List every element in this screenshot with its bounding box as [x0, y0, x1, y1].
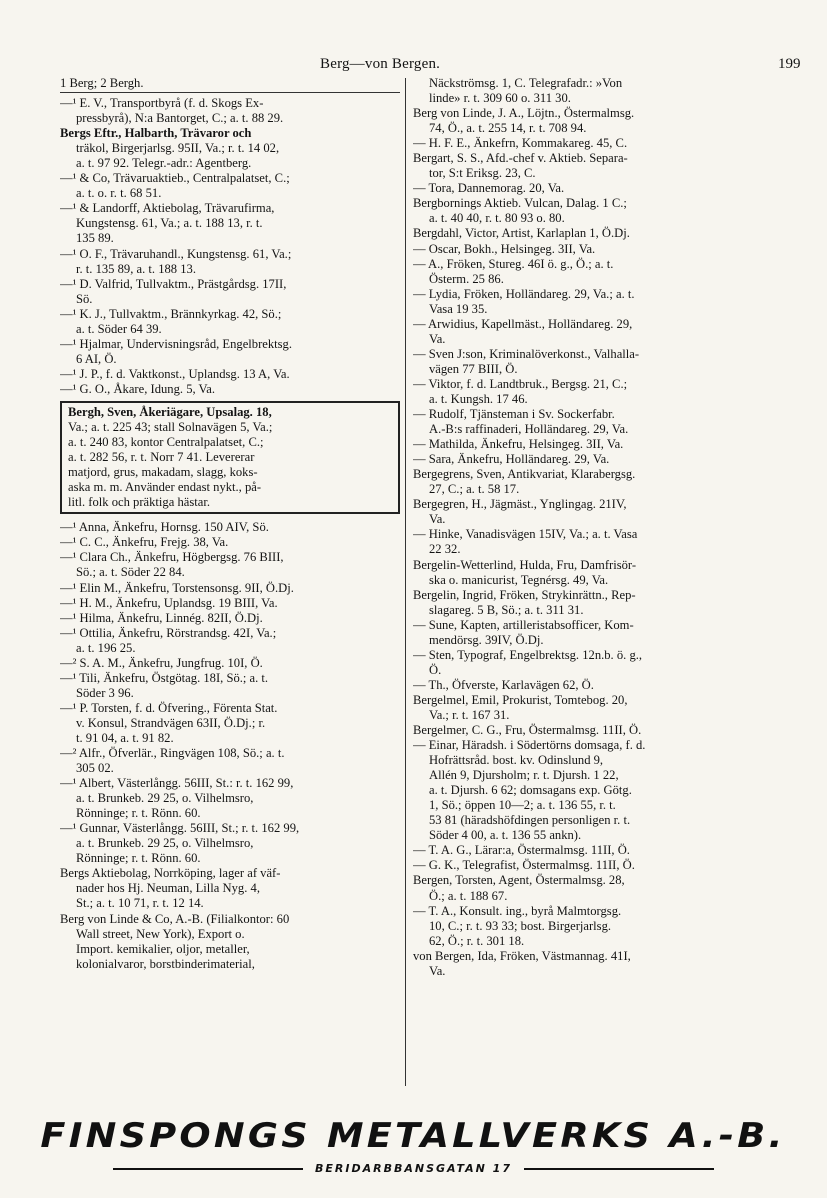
directory-line: Näckströmsg. 1, C. Telegrafadr.: »Von [429, 76, 623, 90]
directory-line: Kungstensg. 61, Va.; a. t. 188 13, r. t. [76, 216, 263, 231]
directory-line: pressbyrå), N:a Bantorget, C.; a. t. 88 29. [76, 111, 284, 126]
advert-address: BERIDARBBANSGATAN 17 [315, 1162, 512, 1175]
directory-line: 27, C.; a. t. 58 17. [429, 482, 520, 497]
directory-line: aska m. m. Använder endast nykt., på- [68, 480, 262, 495]
directory-line: a. t. 40 40, r. t. 80 93 o. 80. [429, 211, 565, 226]
directory-line: a. t. Brunkeb. 29 25, o. Vilhelmsro, [76, 836, 254, 851]
directory-line: 135 89. [76, 231, 114, 246]
right-column [413, 76, 781, 979]
directory-line: Va. [429, 512, 446, 527]
directory-line: —² S. A. M., Änkefru, Jungfrug. 10I, Ö. [60, 655, 263, 670]
left-column [60, 76, 400, 972]
directory-line: slagareg. 5 B, Sö.; a. t. 311 31. [429, 602, 584, 617]
directory-line: Bergegrens, Sven, Antikvariat, Klarabergsg. [413, 467, 636, 482]
directory-line: a. t. Djursh. 6 62; domsagans exp. Götg. [429, 783, 632, 798]
advert-address-row [0, 1162, 827, 1175]
directory-line: —¹ Elin M., Änkefru, Torstensonsg. 9II, Ö.Dj. [60, 580, 294, 595]
directory-line: a. t. Söder 64 39. [76, 321, 162, 336]
directory-line: träkol, Birgerjarlsg. 95II, Va.; r. t. 14 02, [76, 141, 280, 156]
directory-line: 74, Ö., a. t. 255 14, r. t. 708 94. [429, 121, 587, 136]
directory-line: — Sven J:son, Kriminalöverkonst., Valhalla- [413, 346, 640, 361]
directory-line: — Viktor, f. d. Landtbruk., Bergsg. 21, C.; [413, 376, 628, 391]
directory-line: r. t. 135 89, a. t. 188 13. [76, 261, 196, 276]
directory-line: kolonialvaror, borstbinderimaterial, [76, 956, 255, 971]
advert-rule-right [524, 1168, 714, 1170]
directory-line: — Arwidius, Kapellmäst., Holländareg. 29, [413, 316, 633, 331]
directory-line: 1, Sö.; öppen 10—2; a. t. 136 55, r. t. [429, 798, 616, 813]
directory-line: — T. A. G., Lärar:a, Östermalmsg. 11II, Ö. [413, 843, 630, 858]
directory-line: Va. [429, 963, 446, 978]
directory-line: Bergelmel, Emil, Prokurist, Tomtebog. 20, [413, 692, 628, 707]
directory-line: —¹ & Landorff, Aktiebolag, Trävarufirma, [60, 201, 275, 216]
directory-line: —¹ C. C., Änkefru, Frejg. 38, Va. [60, 535, 229, 550]
directory-line: a. t. 282 56, r. t. Norr 7 41. Levererar [68, 450, 255, 465]
advert-company: FINSPONGS METALLVERKS A.-B. [40, 1116, 787, 1156]
directory-line: Va.; r. t. 167 31. [429, 707, 510, 722]
directory-line: Sö. [76, 291, 93, 306]
directory-line: — Hinke, Vanadisvägen 15IV, Va.; a. t. Vasa [413, 527, 638, 542]
directory-line: tor, S:t Eriksg. 23, C. [429, 166, 536, 181]
directory-line: a. t. Brunkeb. 29 25, o. Vilhelmsro, [76, 791, 254, 806]
directory-line: 62, Ö.; r. t. 301 18. [429, 933, 525, 948]
directory-line: Bergelin-Wetterlind, Hulda, Fru, Damfrisör- [413, 557, 637, 572]
directory-line: — Th., Öfverste, Karlavägen 62, Ö. [413, 677, 594, 692]
directory-line: a. t. o. r. t. 68 51. [76, 186, 162, 201]
directory-line: — G. K., Telegrafist, Östermalmsg. 11II, Ö. [413, 858, 635, 873]
directory-line: Va.; a. t. 225 43; stall Solnavägen 5, Va.; [68, 420, 273, 435]
boxed-advert-entry [60, 401, 400, 514]
directory-line: Söder 4 00, a. t. 136 55 ankn). [429, 828, 582, 843]
directory-line: — Rudolf, Tjänsteman i Sv. Sockerfabr. [413, 407, 615, 422]
directory-line: — Einar, Häradsh. i Södertörns domsaga, f. d. [413, 738, 646, 753]
directory-line: 1 Berg; 2 Bergh. [60, 76, 400, 93]
directory-line: a. t. Kungsh. 17 46. [429, 391, 528, 406]
directory-line: —¹ K. J., Tullvaktm., Brännkyrkag. 42, Sö.; [60, 306, 282, 321]
advert-rule-left [113, 1168, 303, 1170]
directory-line: Import. kemikalier, oljor, metaller, [76, 941, 250, 956]
directory-line: 6 AI, Ö. [76, 351, 117, 366]
directory-line: ska o. manicurist, Tegnérsg. 49, Va. [429, 572, 609, 587]
directory-line: nader hos Hj. Neuman, Lilla Nyg. 4, [76, 881, 260, 896]
directory-line: Rönninge; r. t. Rönn. 60. [76, 851, 201, 866]
directory-line: —¹ Tili, Änkefru, Östgötag. 18I, Sö.; a. t. [60, 670, 269, 685]
directory-line: Bergelmer, C. G., Fru, Östermalmsg. 11II, Ö. [413, 723, 642, 738]
directory-line: Rönninge; r. t. Rönn. 60. [76, 806, 201, 821]
directory-line: — Mathilda, Änkefru, Helsingeg. 3II, Va. [413, 437, 624, 452]
directory-line: —¹ J. P., f. d. Vaktkonst., Uplandsg. 13 A, Va. [60, 366, 290, 381]
directory-line: —¹ Gunnar, Västerlångg. 56III, St.; r. t. 162 99, [60, 821, 300, 836]
directory-line: A.-B:s raffinaderi, Holländareg. 29, Va. [429, 422, 629, 437]
directory-line: Ö. [429, 662, 442, 677]
directory-line: Va. [429, 331, 446, 346]
directory-line: Hofrättsråd. bost. kv. Odinslund 9, [429, 753, 604, 768]
directory-line: Bergs Eftr., Halbarth, Trävaror och [60, 126, 252, 141]
directory-line: Bergen, Torsten, Agent, Östermalmsg. 28, [413, 873, 625, 888]
directory-line: —¹ Albert, Västerlångg. 56III, St.: r. t. 162 99, [60, 776, 294, 791]
directory-line: Ö.; a. t. 188 67. [429, 888, 508, 903]
directory-line: Berg von Linde & Co, A.-B. (Filialkontor: 60 [60, 911, 290, 926]
directory-line: Bergegren, H., Jägmäst., Ynglingag. 21IV, [413, 497, 627, 512]
directory-line: mendörsg. 39IV, Ö.Dj. [429, 632, 544, 647]
directory-line: —¹ P. Torsten, f. d. Öfvering., Förenta Stat. [60, 700, 278, 715]
directory-line: — Oscar, Bokh., Helsingeg. 3II, Va. [413, 241, 596, 256]
directory-line: Bergelin, Ingrid, Fröken, Strykinrättn., Rep- [413, 587, 636, 602]
directory-line: —¹ Clara Ch., Änkefru, Högbergsg. 76 BIII, [60, 550, 284, 565]
directory-line: —¹ H. M., Änkefru, Uplandsg. 19 BIII, Va. [60, 595, 278, 610]
directory-line: 10, C.; r. t. 93 33; bost. Birgerjarlsg. [429, 918, 612, 933]
directory-line: —¹ Hjalmar, Undervisningsråd, Engelbrektsg. [60, 336, 293, 351]
directory-line: vägen 77 BIII, Ö. [429, 361, 518, 376]
directory-line: 305 02. [76, 761, 114, 776]
directory-line: a. t. 196 25. [76, 640, 136, 655]
directory-line: v. Konsul, Strandvägen 63II, Ö.Dj.; r. [76, 715, 266, 730]
directory-line: St.; a. t. 10 71, r. t. 12 14. [76, 896, 204, 911]
directory-line: — A., Fröken, Stureg. 46I ö. g., Ö.; a. t. [413, 256, 614, 271]
page-header [0, 56, 827, 78]
directory-line: matjord, grus, makadam, slagg, koks- [68, 465, 258, 480]
directory-line: 53 81 (häradshöfdingen personligen r. t. [429, 813, 631, 828]
directory-line: Österm. 25 86. [429, 271, 504, 286]
directory-line: —¹ G. O., Åkare, Idung. 5, Va. [60, 381, 215, 396]
directory-line: von Bergen, Ida, Fröken, Västmannag. 41I, [413, 948, 631, 963]
page-number: 199 [778, 56, 801, 72]
directory-line: 22 32. [429, 542, 461, 557]
directory-line: — Sara, Änkefru, Holländareg. 29, Va. [413, 452, 610, 467]
directory-line: Vasa 19 35. [429, 301, 488, 316]
directory-line: —¹ Hilma, Änkefru, Linnég. 82II, Ö.Dj. [60, 610, 263, 625]
directory-line: —¹ O. F., Trävaruhandl., Kungstensg. 61, Va.; [60, 246, 292, 261]
directory-line: — H. F. E., Änkefrn, Kommakareg. 45, C. [413, 136, 628, 151]
directory-line: Bergdahl, Victor, Artist, Karlaplan 1, Ö.Dj. [413, 226, 630, 241]
column-divider [405, 78, 406, 1086]
directory-line: a. t. 97 92. Telegr.-adr.: Agentberg. [76, 156, 252, 171]
directory-line: —¹ Anna, Änkefru, Hornsg. 150 AIV, Sö. [60, 520, 269, 535]
directory-line: —¹ & Co, Trävaruaktieb., Centralpalatset, C.; [60, 171, 290, 186]
directory-line: — Lydia, Fröken, Holländareg. 29, Va.; a. t. [413, 286, 635, 301]
directory-line: t. 91 04, a. t. 91 82. [76, 730, 174, 745]
directory-line: Bergh, Sven, Åkeriägare, Upsalag. 18, [68, 404, 272, 419]
directory-line: Bergart, S. S., Afd.-chef v. Aktieb. Separa- [413, 151, 628, 166]
directory-line: — T. A., Konsult. ing., byrå Malmtorgsg. [413, 903, 622, 918]
directory-line: — Sten, Typograf, Engelbrektsg. 12n.b. ö. g., [413, 647, 643, 662]
directory-line: Wall street, New York), Export o. [76, 926, 245, 941]
directory-line: litl. folk och präktiga hästar. [68, 495, 210, 510]
directory-line: Allén 9, Djursholm; r. t. Djursh. 1 22, [429, 768, 619, 783]
directory-line: Berg von Linde, J. A., Löjtn., Östermalmsg. [413, 106, 635, 121]
directory-line: —¹ E. V., Transportbyrå (f. d. Skogs Ex- [60, 96, 264, 111]
directory-line: —¹ Ottilia, Änkefru, Rörstrandsg. 42I, Va.; [60, 625, 277, 640]
directory-line: —¹ D. Valfrid, Tullvaktm., Prästgårdsg. 17II, [60, 276, 287, 291]
directory-line: Sö.; a. t. Söder 22 84. [76, 565, 185, 580]
directory-line: —² Alfr., Öfverlär., Ringvägen 108, Sö.; a. t. [60, 746, 285, 761]
directory-line: Bergs Aktiebolag, Norrköping, lager af väf- [60, 866, 281, 881]
directory-line: linde» r. t. 309 60 o. 311 30. [429, 91, 571, 106]
directory-line: — Tora, Dannemorag. 20, Va. [413, 181, 565, 196]
directory-line: Bergbornings Aktieb. Vulcan, Dalag. 1 C.; [413, 196, 627, 211]
directory-line: Söder 3 96. [76, 685, 134, 700]
advertisement [0, 1116, 827, 1175]
directory-line: — Sune, Kapten, artilleristabsofficer, Kom- [413, 617, 634, 632]
directory-line: a. t. 240 83, kontor Centralpalatset, C.; [68, 435, 264, 450]
running-title: Berg—von Bergen. [320, 56, 441, 72]
